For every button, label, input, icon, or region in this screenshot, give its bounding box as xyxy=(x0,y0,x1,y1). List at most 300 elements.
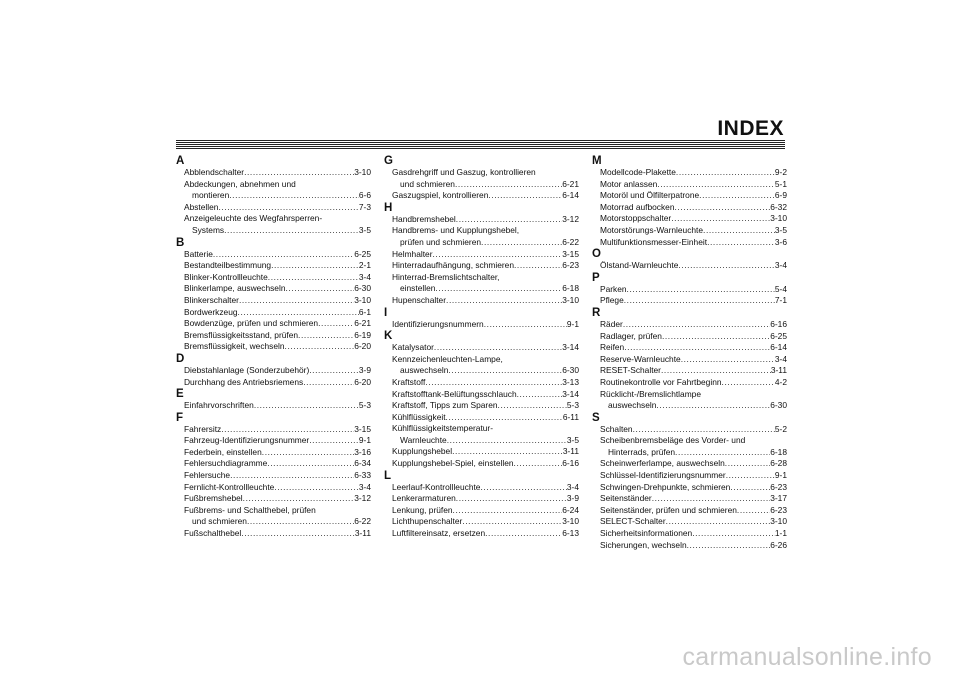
entry-text: Hinterrads, prüfen xyxy=(608,446,676,457)
entry-text: Bremsflüssigkeitsstand, prüfen xyxy=(184,329,299,340)
index-column-2 xyxy=(384,155,579,540)
page-number: 6-13 xyxy=(562,528,579,539)
index-entry xyxy=(176,307,371,319)
page-number: 6-19 xyxy=(354,329,371,340)
dot-leader xyxy=(309,435,359,447)
entry-text: und schmieren xyxy=(192,516,247,527)
index-entry xyxy=(592,295,787,307)
page-number: 3-5 xyxy=(774,224,787,235)
index-entry xyxy=(592,482,787,494)
index-entry xyxy=(592,319,787,331)
dot-leader xyxy=(687,540,771,552)
dot-leader xyxy=(456,214,562,226)
entry-text: Motorstörungs-Warnleuchte xyxy=(600,224,704,235)
entry-text: auswechseln xyxy=(400,365,449,376)
page-number: 3-15 xyxy=(354,423,371,434)
index-entry xyxy=(592,528,787,540)
dot-leader xyxy=(517,389,563,401)
page-number: 6-6 xyxy=(358,190,371,201)
entry-text: Blinkerschalter xyxy=(184,294,239,305)
title-rule xyxy=(176,140,785,149)
index-entry xyxy=(176,377,371,389)
entry-text: RESET-Schalter xyxy=(600,365,661,376)
page-number: 5-3 xyxy=(358,400,371,411)
page-number: 6-30 xyxy=(562,365,579,376)
dot-leader xyxy=(462,516,562,528)
entry-text: Blinkerlampe, auswechseln xyxy=(184,283,286,294)
dot-leader xyxy=(285,283,354,295)
dot-leader xyxy=(661,365,771,377)
page-number: 3-12 xyxy=(354,493,371,504)
entry-text: Ölstand-Warnleuchte xyxy=(600,260,679,271)
page-number: 6-16 xyxy=(562,458,579,469)
entry-text: Räder xyxy=(600,318,623,329)
entry-text: Seitenständer, prüfen und schmieren xyxy=(600,504,737,515)
page-number: 3-13 xyxy=(562,376,579,387)
entry-text: Hinterrad-Bremslichtschalter, xyxy=(392,271,500,282)
index-entry xyxy=(384,260,579,272)
dot-leader xyxy=(221,424,354,436)
index-entry xyxy=(176,470,371,482)
index-entry xyxy=(384,214,579,226)
entry-text: Identifizierungsnummern xyxy=(392,318,484,329)
dot-leader xyxy=(448,365,562,377)
dot-leader xyxy=(627,284,775,296)
entry-text: und schmieren xyxy=(400,178,455,189)
index-entry xyxy=(176,318,371,330)
page-number: 6-18 xyxy=(770,446,787,457)
index-entry xyxy=(592,470,787,482)
index-entry xyxy=(176,365,371,377)
page-number: 6-14 xyxy=(770,342,787,353)
index-letter: A xyxy=(176,155,185,167)
dot-leader xyxy=(456,493,567,505)
page-number: 6-16 xyxy=(770,318,787,329)
entry-text: Multifunktionsmesser-Einheit xyxy=(600,236,708,247)
index-letter: P xyxy=(592,271,600,284)
entry-text: Reserve-Warnleuchte xyxy=(600,353,681,364)
page-number: 3-4 xyxy=(774,260,787,271)
page-number: 6-22 xyxy=(354,516,371,527)
dot-leader xyxy=(425,377,562,389)
index-entry xyxy=(592,365,787,377)
page-number: 7-3 xyxy=(358,201,371,212)
entry-text: Kühlflüssigkeit xyxy=(392,411,446,422)
dot-leader xyxy=(247,516,354,528)
entry-text: Kupplungshebel xyxy=(392,446,453,457)
entry-text: Lenkung, prüfen xyxy=(392,504,453,515)
page-number: 6-9 xyxy=(774,190,787,201)
index-letter: L xyxy=(384,469,392,482)
entry-text: Einfahrvorschriften xyxy=(184,400,254,411)
index-entry xyxy=(176,341,371,353)
entry-text: Luftfiltereinsatz, ersetzen xyxy=(392,528,486,539)
dot-leader xyxy=(274,482,359,494)
index-entry xyxy=(176,202,371,214)
dot-leader xyxy=(303,377,354,389)
page-number: 6-32 xyxy=(770,201,787,212)
dot-leader xyxy=(737,505,770,517)
index-entry xyxy=(176,330,371,342)
index-column-3 xyxy=(592,155,787,551)
entry-text: Fußbrems- und Schalthebel, prüfen xyxy=(184,504,316,515)
index-letter: F xyxy=(176,411,184,424)
page-number: 3-17 xyxy=(770,493,787,504)
dot-leader xyxy=(453,505,563,517)
index-entry xyxy=(384,412,579,424)
page-title: INDEX xyxy=(717,117,784,140)
page-number: 3-16 xyxy=(354,446,371,457)
entry-text: Kühlflüssigkeitstemperatur- xyxy=(392,423,494,434)
dot-leader xyxy=(692,528,775,540)
dot-leader xyxy=(243,493,355,505)
page-number: 6-30 xyxy=(770,400,787,411)
page-number: 3-10 xyxy=(770,516,787,527)
page-number: 2-1 xyxy=(358,260,371,271)
page-number: 3-10 xyxy=(354,167,371,177)
entry-text: Motoröl und Ölfilterpatrone xyxy=(600,190,700,201)
dot-leader xyxy=(239,295,354,307)
entry-text: Fußbremshebel xyxy=(184,493,243,504)
index-entry xyxy=(592,190,787,202)
entry-text: Bowdenzüge, prüfen und schmieren xyxy=(184,318,319,329)
entry-text: Fernlicht-Kontrollleuchte xyxy=(184,481,275,492)
page-number: 3-12 xyxy=(562,213,579,224)
entry-text: Katalysator xyxy=(392,342,434,353)
entry-text: Fußschalthebel xyxy=(184,528,242,539)
index-entry xyxy=(176,505,371,528)
index-entry xyxy=(384,516,579,528)
index-entry xyxy=(592,342,787,354)
dot-leader xyxy=(433,249,563,261)
dot-leader xyxy=(485,528,562,540)
dot-leader xyxy=(447,435,567,447)
index-entry xyxy=(176,179,371,202)
page-number: 6-25 xyxy=(354,248,371,259)
dot-leader xyxy=(725,458,770,470)
index-entry xyxy=(592,213,787,225)
page-number: 3-10 xyxy=(562,516,579,527)
page-number: 6-26 xyxy=(770,539,787,550)
index-letter: K xyxy=(384,330,393,343)
page-number: 3-14 xyxy=(562,342,579,353)
page-number: 3-4 xyxy=(358,271,371,282)
entry-text: Diebstahlanlage (Sonderzubehör) xyxy=(184,364,310,375)
index-entry xyxy=(592,458,787,470)
dot-leader xyxy=(262,447,354,459)
dot-leader xyxy=(318,318,354,330)
page-number: 3-10 xyxy=(562,294,579,305)
entry-text: Fehlersuche xyxy=(184,470,231,481)
dot-leader xyxy=(267,458,354,470)
page-number: 6-28 xyxy=(770,458,787,469)
index-entry xyxy=(384,354,579,377)
index-entry xyxy=(592,237,787,249)
page-number: 6-21 xyxy=(354,318,371,329)
page-number: 3-5 xyxy=(566,434,579,445)
entry-text: Rücklicht-/Bremslichtlampe xyxy=(600,388,701,399)
entry-text: Bremsflüssigkeit, wechseln xyxy=(184,341,285,352)
entry-text: Batterie xyxy=(184,248,213,259)
page-number: 9-1 xyxy=(358,435,371,446)
entry-text: Fehlersuchdiagramme xyxy=(184,458,268,469)
dot-leader xyxy=(678,260,775,272)
dot-leader xyxy=(633,424,775,436)
entry-text: Abblendschalter xyxy=(184,167,245,177)
page-number: 3-14 xyxy=(562,388,579,399)
page-number: 3-10 xyxy=(770,213,787,224)
dot-leader xyxy=(624,295,775,307)
entry-text: einstellen xyxy=(400,283,436,294)
dot-leader xyxy=(241,528,355,540)
dot-leader xyxy=(309,365,359,377)
entry-text: Bordwerkzeug xyxy=(184,306,238,317)
index-letter: H xyxy=(384,201,393,214)
index-entry xyxy=(384,528,579,540)
page-number: 6-21 xyxy=(562,178,579,189)
entry-text: Warnleuchte xyxy=(400,434,447,445)
entry-text: Routinekontrolle vor Fahrtbeginn xyxy=(600,376,722,387)
entry-text: Gaszugspiel, kontrollieren xyxy=(392,190,489,201)
index-entry xyxy=(176,424,371,436)
entry-text: Parken xyxy=(600,283,627,294)
index-entry xyxy=(384,493,579,505)
dot-leader xyxy=(218,202,358,214)
page-number: 6-23 xyxy=(562,260,579,271)
page-number: 6-1 xyxy=(358,306,371,317)
index-entry xyxy=(592,516,787,528)
page-number: 6-25 xyxy=(770,330,787,341)
index-entry xyxy=(592,179,787,191)
dot-leader xyxy=(298,330,354,342)
dot-leader xyxy=(271,260,359,272)
page-number: 3-9 xyxy=(566,493,579,504)
index-entry xyxy=(384,342,579,354)
page-number: 9-2 xyxy=(774,167,787,177)
index-entry xyxy=(176,167,371,179)
index-entry xyxy=(176,260,371,272)
index-entry xyxy=(592,540,787,552)
index-entry xyxy=(176,249,371,261)
page-number: 6-22 xyxy=(562,236,579,247)
index-entry xyxy=(384,377,579,389)
index-entry xyxy=(592,331,787,343)
index-entry xyxy=(384,167,579,190)
entry-text: Abstellen xyxy=(184,201,219,212)
dot-leader xyxy=(244,167,354,179)
page-number: 5-2 xyxy=(774,423,787,434)
index-entry xyxy=(176,528,371,540)
index-entry xyxy=(384,458,579,470)
page-number: 3-9 xyxy=(358,364,371,375)
entry-text: Fahrzeug-Identifizierungsnummer xyxy=(184,435,310,446)
dot-leader xyxy=(662,331,770,343)
index-entry xyxy=(592,389,787,412)
index-entry xyxy=(176,295,371,307)
page-number: 5-3 xyxy=(566,400,579,411)
page-number: 6-24 xyxy=(562,504,579,515)
dot-leader xyxy=(452,446,563,458)
entry-text: Anzeigeleuchte des Wegfahrsperren- xyxy=(184,213,323,224)
page-number: 3-11 xyxy=(562,446,579,457)
page-number: 9-1 xyxy=(566,318,579,329)
entry-text: Kraftstoff, Tipps zum Sparen xyxy=(392,400,498,411)
index-entry xyxy=(176,400,371,412)
index-letter: O xyxy=(592,248,601,261)
entry-text: Abdeckungen, abnehmen und xyxy=(184,178,296,189)
dot-leader xyxy=(213,249,354,261)
page-number: 3-11 xyxy=(354,528,371,539)
index-entry xyxy=(176,447,371,459)
dot-leader xyxy=(730,482,770,494)
index-entry xyxy=(384,319,579,331)
entry-text: Schwingen-Drehpunkte, schmieren xyxy=(600,481,731,492)
dot-leader xyxy=(703,225,775,237)
page-number: 6-33 xyxy=(354,470,371,481)
index-letter: D xyxy=(176,352,185,365)
dot-leader xyxy=(434,342,562,354)
entry-text: Scheinwerferlampe, auswechseln xyxy=(600,458,725,469)
dot-leader xyxy=(446,295,562,307)
dot-leader xyxy=(224,225,359,237)
page-number: 6-11 xyxy=(562,411,579,422)
entry-text: Reifen xyxy=(600,342,625,353)
entry-text: montieren xyxy=(192,190,230,201)
entry-text: Bestandteilbestimmung xyxy=(184,260,272,271)
index-entry xyxy=(384,446,579,458)
dot-leader xyxy=(446,412,563,424)
index-entry xyxy=(592,493,787,505)
dot-leader xyxy=(455,179,562,191)
dot-leader xyxy=(238,307,359,319)
entry-text: Leerlauf-Kontrollleuchte xyxy=(392,481,481,492)
page-number: 3-4 xyxy=(566,481,579,492)
dot-leader xyxy=(514,458,563,470)
entry-text: Handbrems- und Kupplungshebel, xyxy=(392,225,520,236)
index-entry xyxy=(384,249,579,261)
entry-text: Sicherungen, wechseln xyxy=(600,539,687,550)
index-entry xyxy=(592,284,787,296)
page-number: 5-4 xyxy=(774,283,787,294)
page-number: 6-23 xyxy=(770,504,787,515)
index-column-1 xyxy=(176,155,371,540)
entry-text: Hupenschalter xyxy=(392,294,447,305)
entry-text: Modellcode-Plakette xyxy=(600,167,676,177)
page-number: 3-10 xyxy=(354,294,371,305)
dot-leader xyxy=(657,179,775,191)
entry-text: Lichthupenschalter xyxy=(392,516,463,527)
entry-text: Kupplungshebel-Spiel, einstellen xyxy=(392,458,514,469)
entry-text: Lenkerarmaturen xyxy=(392,493,456,504)
index-letter: S xyxy=(592,411,600,424)
index-letter: M xyxy=(592,155,602,167)
dot-leader xyxy=(676,167,775,179)
page-number: 6-20 xyxy=(354,376,371,387)
entry-text: Pflege xyxy=(600,295,624,306)
index-entry xyxy=(592,202,787,214)
dot-leader xyxy=(623,319,770,331)
page-number: 3-4 xyxy=(358,481,371,492)
index-entry xyxy=(592,225,787,237)
entry-text: SELECT-Schalter xyxy=(600,516,666,527)
page-number: 9-1 xyxy=(774,470,787,481)
entry-text: Schalten xyxy=(600,423,633,434)
entry-text: Schlüssel-Identifizierungsnummer xyxy=(600,470,726,481)
entry-text: Scheibenbremsbeläge des Vorder- und xyxy=(600,435,746,446)
index-entry xyxy=(592,505,787,517)
index-entry xyxy=(384,482,579,494)
entry-text: Handbremshebel xyxy=(392,213,456,224)
entry-text: Kraftstofftank-Belüftungsschlauch xyxy=(392,388,517,399)
index-entry xyxy=(176,283,371,295)
index-entry xyxy=(176,435,371,447)
page-number: 3-11 xyxy=(770,365,787,376)
index-entry xyxy=(592,167,787,179)
dot-leader xyxy=(514,260,562,272)
entry-text: Motor anlassen xyxy=(600,178,658,189)
entry-text: Helmhalter xyxy=(392,248,433,259)
entry-text: Kennzeichenleuchten-Lampe, xyxy=(392,353,503,364)
page-number: 3-4 xyxy=(774,353,787,364)
index-entry xyxy=(592,354,787,366)
index-entry xyxy=(384,190,579,202)
dot-leader xyxy=(624,342,770,354)
index-entry xyxy=(384,389,579,401)
page-number: 3-15 xyxy=(562,248,579,259)
page-number: 5-1 xyxy=(774,178,787,189)
page-number: 6-23 xyxy=(770,481,787,492)
page-number: 6-18 xyxy=(562,283,579,294)
dot-leader xyxy=(656,400,770,412)
dot-leader xyxy=(707,237,775,249)
entry-text: Motorstoppschalter xyxy=(600,213,672,224)
index-entry xyxy=(384,272,579,295)
entry-text: Hinterradaufhängung, schmieren xyxy=(392,260,514,271)
entry-text: Fahrersitz xyxy=(184,423,222,434)
dot-leader xyxy=(268,272,359,284)
watermark: carmanualsonline.info xyxy=(682,643,932,671)
entry-text: auswechseln xyxy=(608,400,657,411)
index-entry xyxy=(384,295,579,307)
index-entry xyxy=(592,377,787,389)
dot-leader xyxy=(230,470,354,482)
dot-leader xyxy=(699,190,775,202)
entry-text: Durchhang des Antriebsriemens xyxy=(184,376,304,387)
index-entry xyxy=(592,260,787,272)
dot-leader xyxy=(652,493,771,505)
dot-leader xyxy=(488,190,562,202)
dot-leader xyxy=(285,341,355,353)
index-entry xyxy=(592,435,787,458)
index-entry xyxy=(384,423,579,446)
dot-leader xyxy=(481,237,562,249)
index-entry xyxy=(592,424,787,436)
dot-leader xyxy=(435,283,562,295)
entry-text: Radlager, prüfen xyxy=(600,330,662,341)
entry-text: Federbein, einstellen xyxy=(184,446,262,457)
page-number: 1-1 xyxy=(774,528,787,539)
entry-text: Seitenständer xyxy=(600,493,652,504)
index-letter: B xyxy=(176,236,185,249)
dot-leader xyxy=(484,319,567,331)
entry-text: Gasdrehgriff und Gaszug, kontrollieren xyxy=(392,167,536,177)
index-letter: R xyxy=(592,306,601,319)
page-number: 6-20 xyxy=(354,341,371,352)
dot-leader xyxy=(681,354,775,366)
dot-leader xyxy=(671,213,770,225)
page-number: 7-1 xyxy=(774,295,787,306)
dot-leader xyxy=(675,202,771,214)
